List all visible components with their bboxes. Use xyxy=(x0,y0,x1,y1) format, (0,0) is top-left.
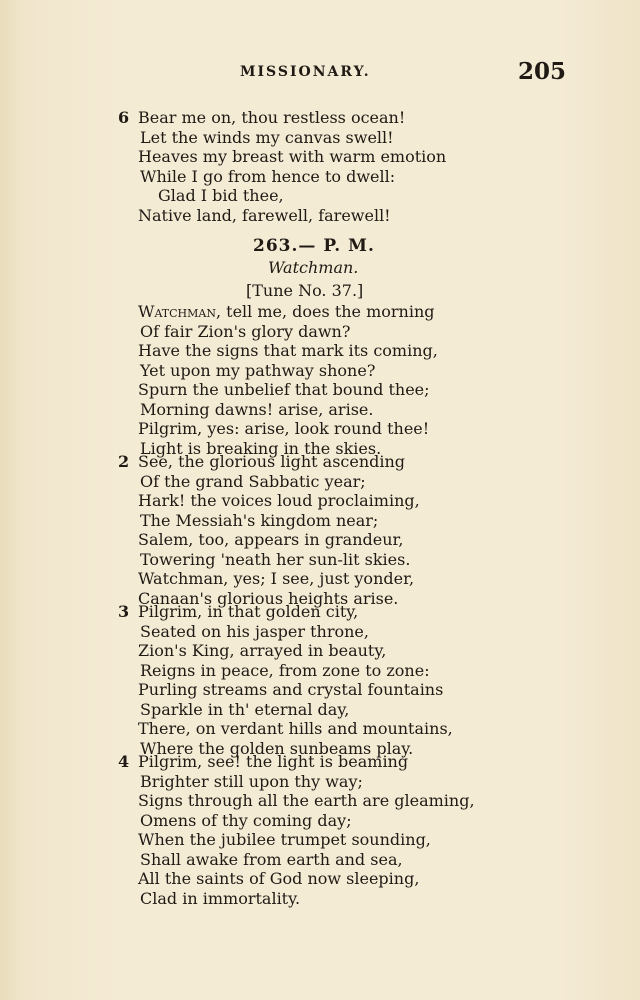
stanza-line: Yet upon my pathway shone? xyxy=(140,360,376,380)
hymn-number: 263.— P. M. xyxy=(253,236,375,256)
stanza-line: Signs through all the earth are gleaming, xyxy=(138,791,475,810)
stanza-line: All the saints of God now sleeping, xyxy=(138,869,420,888)
stanza-line: Let the winds my canvas swell! xyxy=(140,127,394,147)
stanza-line: 4 Pilgrim, see! the light is beaming xyxy=(118,752,409,771)
stanza-line: While I go from hence to dwell: xyxy=(140,166,396,186)
stanza-6 xyxy=(118,108,446,225)
stanza-line: Omens of thy coming day; xyxy=(140,810,352,830)
stanza-line: Have the signs that mark its coming, xyxy=(138,341,438,360)
stanza-line: Native land, farewell, farewell! xyxy=(138,205,391,225)
stanza-line: There, on verdant hills and mountains, xyxy=(138,719,453,738)
stanza-line: Clad in immortality. xyxy=(140,888,301,908)
stanza-line: Zion's King, arrayed in beauty, xyxy=(138,641,387,660)
stanza-line: Hark! the voices loud proclaiming, xyxy=(138,491,420,510)
stanza-line: Glad I bid thee, xyxy=(158,186,284,205)
stanza-2 xyxy=(118,452,420,608)
stanza-line: Seated on his jasper throne, xyxy=(140,621,369,641)
stanza-line: 6 Bear me on, thou restless ocean! xyxy=(118,108,406,127)
tune-reference: [Tune No. 37.] xyxy=(246,281,364,300)
stanza-line: 3 Pilgrim, in that golden city, xyxy=(118,602,359,621)
stanza-line: Purling streams and crystal fountains xyxy=(138,680,444,699)
hymn-title: Watchman. xyxy=(268,258,359,277)
stanza-line: Canaan's glorious heights arise. xyxy=(138,588,399,608)
stanza-line: Spurn the unbelief that bound thee; xyxy=(138,380,430,399)
stanza-number: 6 xyxy=(118,108,130,127)
stanza-line: Salem, too, appears in grandeur, xyxy=(138,530,404,549)
stanza-line: The Messiah's kingdom near; xyxy=(140,510,379,530)
stanza-line: 2 See, the glorious light ascending xyxy=(118,452,406,471)
stanza-line: Of the grand Sabbatic year; xyxy=(140,471,366,491)
running-head: MISSIONARY. xyxy=(240,64,371,80)
stanza-line: Heaves my breast with warm emotion xyxy=(138,147,447,166)
stanza-line: Light is breaking in the skies. xyxy=(140,438,382,458)
stanza-line: When the jubilee trumpet sounding, xyxy=(138,830,431,849)
stanza-1 xyxy=(118,302,438,458)
stanza-number: 2 xyxy=(118,452,130,471)
stanza-line: Shall awake from earth and sea, xyxy=(140,849,403,869)
stanza-line: Towering 'neath her sun-lit skies. xyxy=(140,549,411,569)
stanza-line: Brighter still upon thy way; xyxy=(140,771,363,791)
stanza-line: Of fair Zion's glory dawn? xyxy=(140,321,351,341)
stanza-number: 3 xyxy=(118,602,130,621)
stanza-3 xyxy=(118,602,453,758)
stanza-line: Watchman, tell me, does the morning xyxy=(138,302,435,321)
stanza-line: Sparkle in th' eternal day, xyxy=(140,699,350,719)
stanza-line: Where the golden sunbeams play. xyxy=(140,738,414,758)
first-word: Watchman xyxy=(138,302,216,321)
page-number: 205 xyxy=(518,58,567,85)
stanza-line: Watchman, yes; I see, just yonder, xyxy=(138,569,415,588)
stanza-4 xyxy=(118,752,475,908)
stanza-number: 4 xyxy=(118,752,130,771)
stanza-line: Reigns in peace, from zone to zone: xyxy=(140,660,430,680)
stanza-line: Morning dawns! arise, arise. xyxy=(140,399,374,419)
stanza-line: Pilgrim, yes: arise, look round thee! xyxy=(138,419,430,438)
